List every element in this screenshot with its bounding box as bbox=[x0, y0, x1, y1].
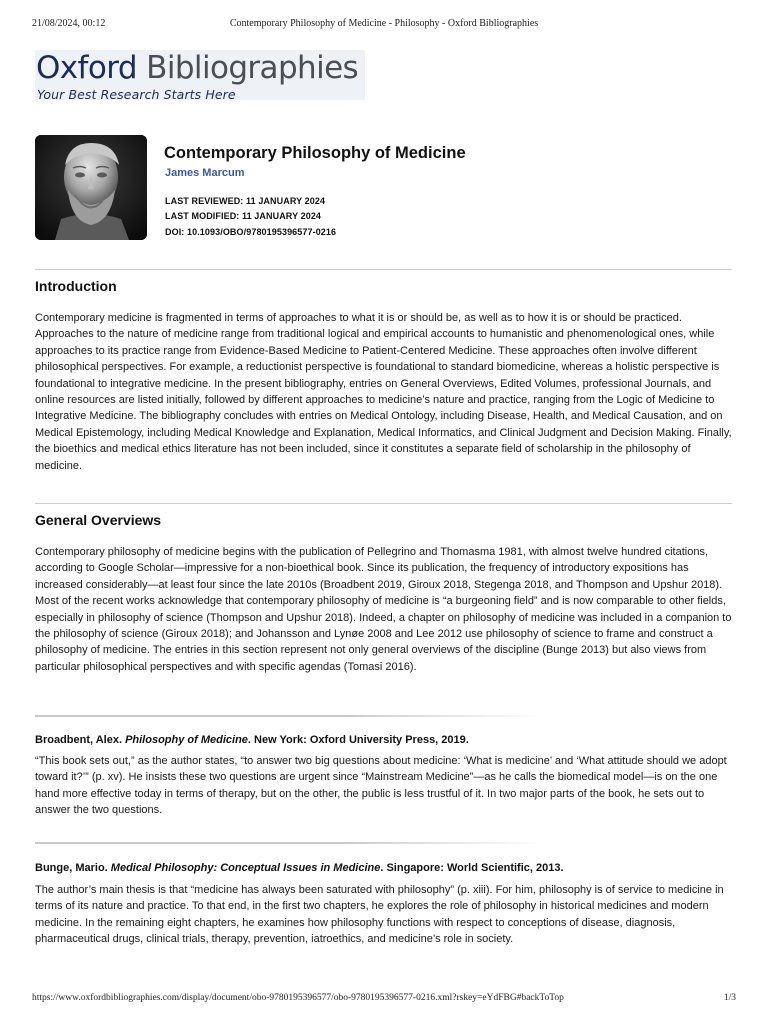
citation-broadbent bbox=[35, 734, 469, 746]
print-footer bbox=[32, 993, 736, 1005]
logo-word-bibliographies: Bibliographies bbox=[146, 50, 359, 86]
general-overviews-text: Contemporary philosophy of medicine begins with the publication of Pellegrino and Thomasma 1981, with almost twelve hundred citations, according to Google Scholar—impressive for a non-bioethical book. Since its publication, the frequency of introductory expositions has increased considerably—at least four since the late 2010s (Broadbent 2019, Giroux 2018, Stegenga 2018, and Thompson and Upshur 2018). Most of the recent works acknowledge that contemporary philosophy of medicine is “a burgeoning field” and is now comparable to other fields, especially in philosophy of science (Thompson and Upshur 2018). Indeed, a chapter on philosophy of medicine was included in a companion to the philosophy of science (Giroux 2018); and Johansson and Lynøe 2008 and Lee 2012 use philosophy of science to frame and construct a philosophy of medicine. The entries in this section represent not only general overviews of the discipline (Bunge 2013) but also views from particular philosophical perspectives and with specific agendas (Tomasi 2016). bbox=[35, 546, 732, 673]
annotation-bunge: The author’s main thesis is that “medicine has always been saturated with philosophy” (p. xiii). For him, philosophy is of service to medicine in terms of its nature and practice. To that end, in the first two chapters, he explores the role of philosophy in historical medicines and modern medicine. In the remaining eight chapters, he examines how philosophy functions with respect to conceptions of disease, diagnosis, pharmaceutical drugs, clinical trials, therapy, prevention, iatroethics, and medicine’s role in society. bbox=[35, 884, 724, 946]
annotation-broadbent: “This book sets out,” as the author states, “to answer two big questions about medicine: ‘What is medicine’ and ‘What attitude should we adopt toward it?’” (p. xv). He insists these two questions are urgent since “Mainstream Medicine”—as he calls the biomedical model—is on the one hand more effective today in terms of therapy, but on the other, the public is less trustful of it. In two major parts of the book, he sets out to answer the two questions. bbox=[35, 755, 727, 817]
section-divider bbox=[35, 269, 732, 270]
entry-divider bbox=[35, 842, 545, 844]
oxford-bibliographies-logo[interactable] bbox=[35, 50, 365, 100]
print-header bbox=[32, 18, 736, 30]
citation-bunge bbox=[35, 862, 564, 874]
logo-tagline: Your Best Research Starts Here bbox=[37, 87, 236, 102]
article-title: Contemporary Philosophy of Medicine bbox=[164, 144, 466, 162]
author-link[interactable]: James Marcum bbox=[165, 167, 245, 179]
print-datetime: 21/08/2024, 00:12 bbox=[32, 18, 106, 29]
citation-author: Bunge, Mario. bbox=[35, 862, 108, 874]
logo-word-oxford: Oxford bbox=[36, 50, 137, 86]
bust-portrait-image bbox=[35, 135, 147, 240]
print-page-title: Contemporary Philosophy of Medicine - Philosophy - Oxford Bibliographies bbox=[229, 18, 539, 29]
citation-publisher: . Singapore: World Scientific, 2013. bbox=[380, 862, 564, 874]
citation-publisher: . New York: Oxford University Press, 2019. bbox=[247, 734, 469, 746]
entry-divider bbox=[35, 715, 545, 717]
last-modified: LAST MODIFIED: 11 JANUARY 2024 bbox=[165, 211, 322, 221]
page-number: 1/3 bbox=[723, 993, 736, 1003]
citation-author: Broadbent, Alex. bbox=[35, 734, 122, 746]
introduction-heading: Introduction bbox=[35, 278, 117, 294]
doi: DOI: 10.1093/OBO/9780195396577-0216 bbox=[165, 227, 337, 237]
print-url: https://www.oxfordbibliographies.com/display/document/obo-9780195396577/obo-9780195396577-0216.xml?rskey=eYdFBG#backToTop bbox=[32, 993, 564, 1003]
general-overviews-heading: General Overviews bbox=[35, 512, 162, 528]
logo-wordmark bbox=[36, 49, 358, 87]
citation-title[interactable]: Philosophy of Medicine bbox=[125, 734, 248, 746]
last-reviewed: LAST REVIEWED: 11 JANUARY 2024 bbox=[165, 196, 326, 206]
introduction-text: Contemporary medicine is fragmented in terms of approaches to what it is or should be, as well as to how it is or should be practiced. Approaches to the nature of medicine range from traditional logical and empirical accounts to humanistic and phenomenological ones, while approaches to its practice range from Evidence-Based Medicine to Patient-Centered Medicine. These approaches often involve different philosophical perspectives. For example, a reductionist perspective is foundational to standard biomedicine, whereas a holistic perspective is foundational to integrative medicine. In the present bibliography, entries on General Overviews, Edited Volumes, professional Journals, and online resources are listed initially, followed by different approaches to medicine’s nature and practice, ranging from the Logic of Medicine to Integrative Medicine. The bibliography concludes with entries on Medical Ontology, including Disease, Health, and Medical Causation, and on Medical Epistemology, including Medical Knowledge and Explanation, Medical Informatics, and Clinical Judgment and Decision Making. Finally, the bioethics and medical ethics literature has not been included, since it constitutes a separate field of scholarship in the philosophy of medicine. bbox=[35, 312, 732, 472]
citation-title[interactable]: Medical Philosophy: Conceptual Issues in Medicine bbox=[110, 862, 381, 874]
section-divider bbox=[35, 503, 732, 504]
